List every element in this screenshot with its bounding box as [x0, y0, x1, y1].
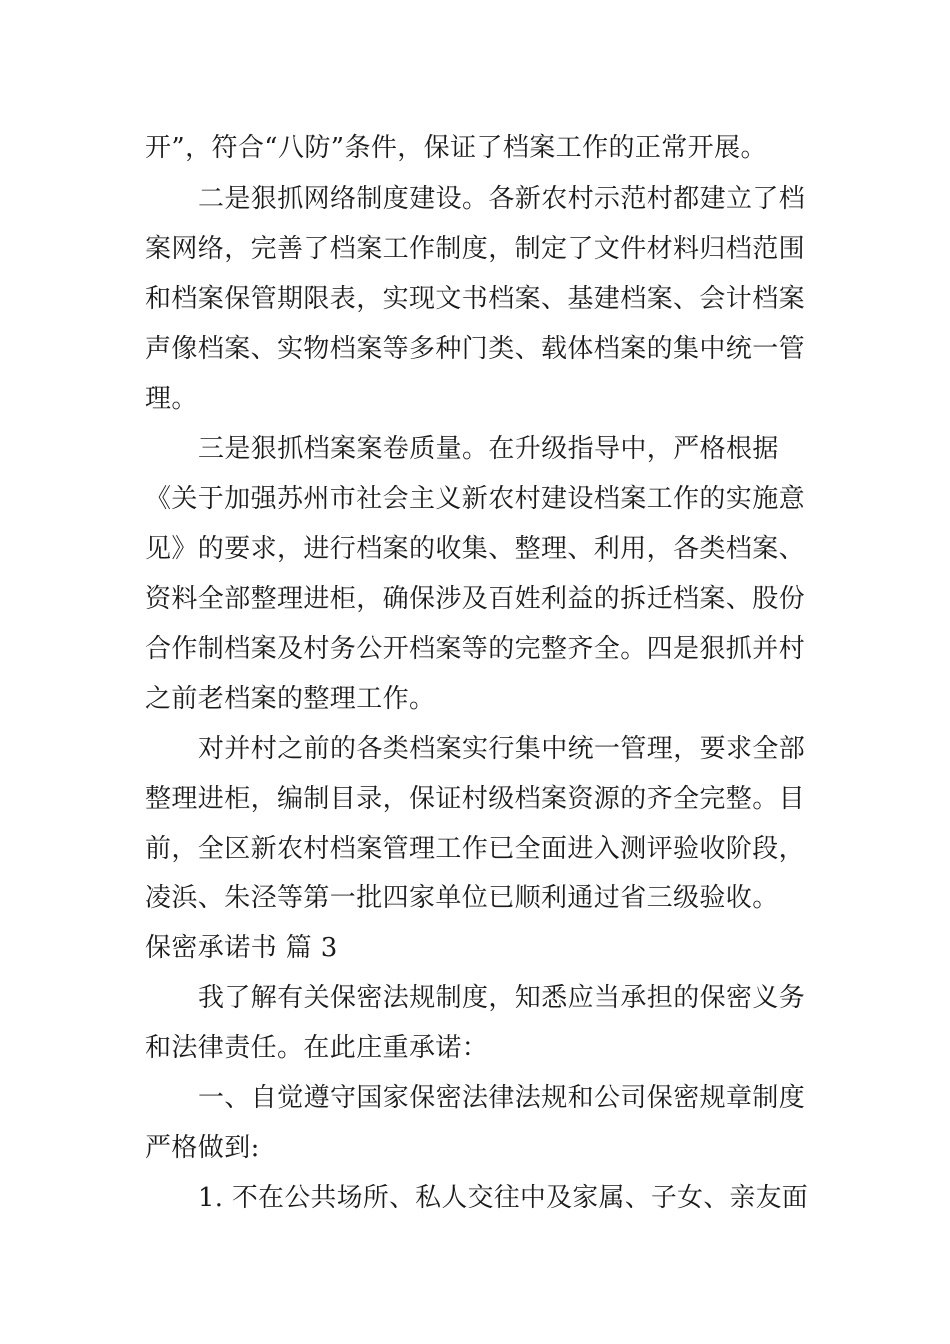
text-line: 合作制档案及村务公开档案等的完整齐全。四是狠抓并村: [145, 634, 806, 664]
text-line: 《关于加强苏州市社会主义新农村建设档案工作的实施意: [145, 484, 806, 514]
paragraph-start-line: 我了解有关保密法规制度，知悉应当承担的保密义务: [198, 983, 806, 1013]
text-line: 之前老档案的整理工作。: [145, 684, 436, 714]
text-line: 资料全部整理进柜，确保涉及百姓利益的拆迁档案、股份: [145, 584, 806, 614]
text-line: 理。: [145, 384, 198, 414]
text-line: 案网络，完善了档案工作制度，制定了文件材料归档范围: [145, 234, 806, 264]
text-line: 前，全区新农村档案管理工作已全面进入测评验收阶段，: [145, 834, 806, 864]
text-line: 和法律责任。在此庄重承诺：: [145, 1033, 489, 1063]
text-line: 声像档案、实物档案等多种门类、载体档案的集中统一管: [145, 334, 806, 364]
section-heading: 保密承诺书 篇 3: [145, 933, 338, 963]
text-line: 见》的要求，进行档案的收集、整理、利用，各类档案、: [145, 534, 806, 564]
paragraph-start-line: 三是狠抓档案案卷质量。在升级指导中，严格根据: [198, 434, 779, 464]
paragraph-start-line: 二是狠抓网络制度建设。各新农村示范村都建立了档: [198, 184, 806, 214]
text-line: 和档案保管期限表，实现文书档案、基建档案、会计档案: [145, 284, 806, 314]
text-line: 严格做到:: [145, 1133, 260, 1163]
text-line: 开”，符合“八防”条件，保证了档案工作的正常开展。: [145, 133, 767, 163]
paragraph-start-line: 对并村之前的各类档案实行集中统一管理，要求全部: [198, 734, 806, 764]
paragraph-start-line: 一、自觉遵守国家保密法律法规和公司保密规章制度: [198, 1083, 806, 1113]
text-line: 凌浜、朱泾等第一批四家单位已顺利通过省三级验收。: [145, 883, 779, 913]
paragraph-start-line: 1. 不在公共场所、私人交往中及家属、子女、亲友面: [198, 1183, 809, 1213]
text-line: 整理进柜，编制目录，保证村级档案资源的齐全完整。目: [145, 784, 806, 814]
